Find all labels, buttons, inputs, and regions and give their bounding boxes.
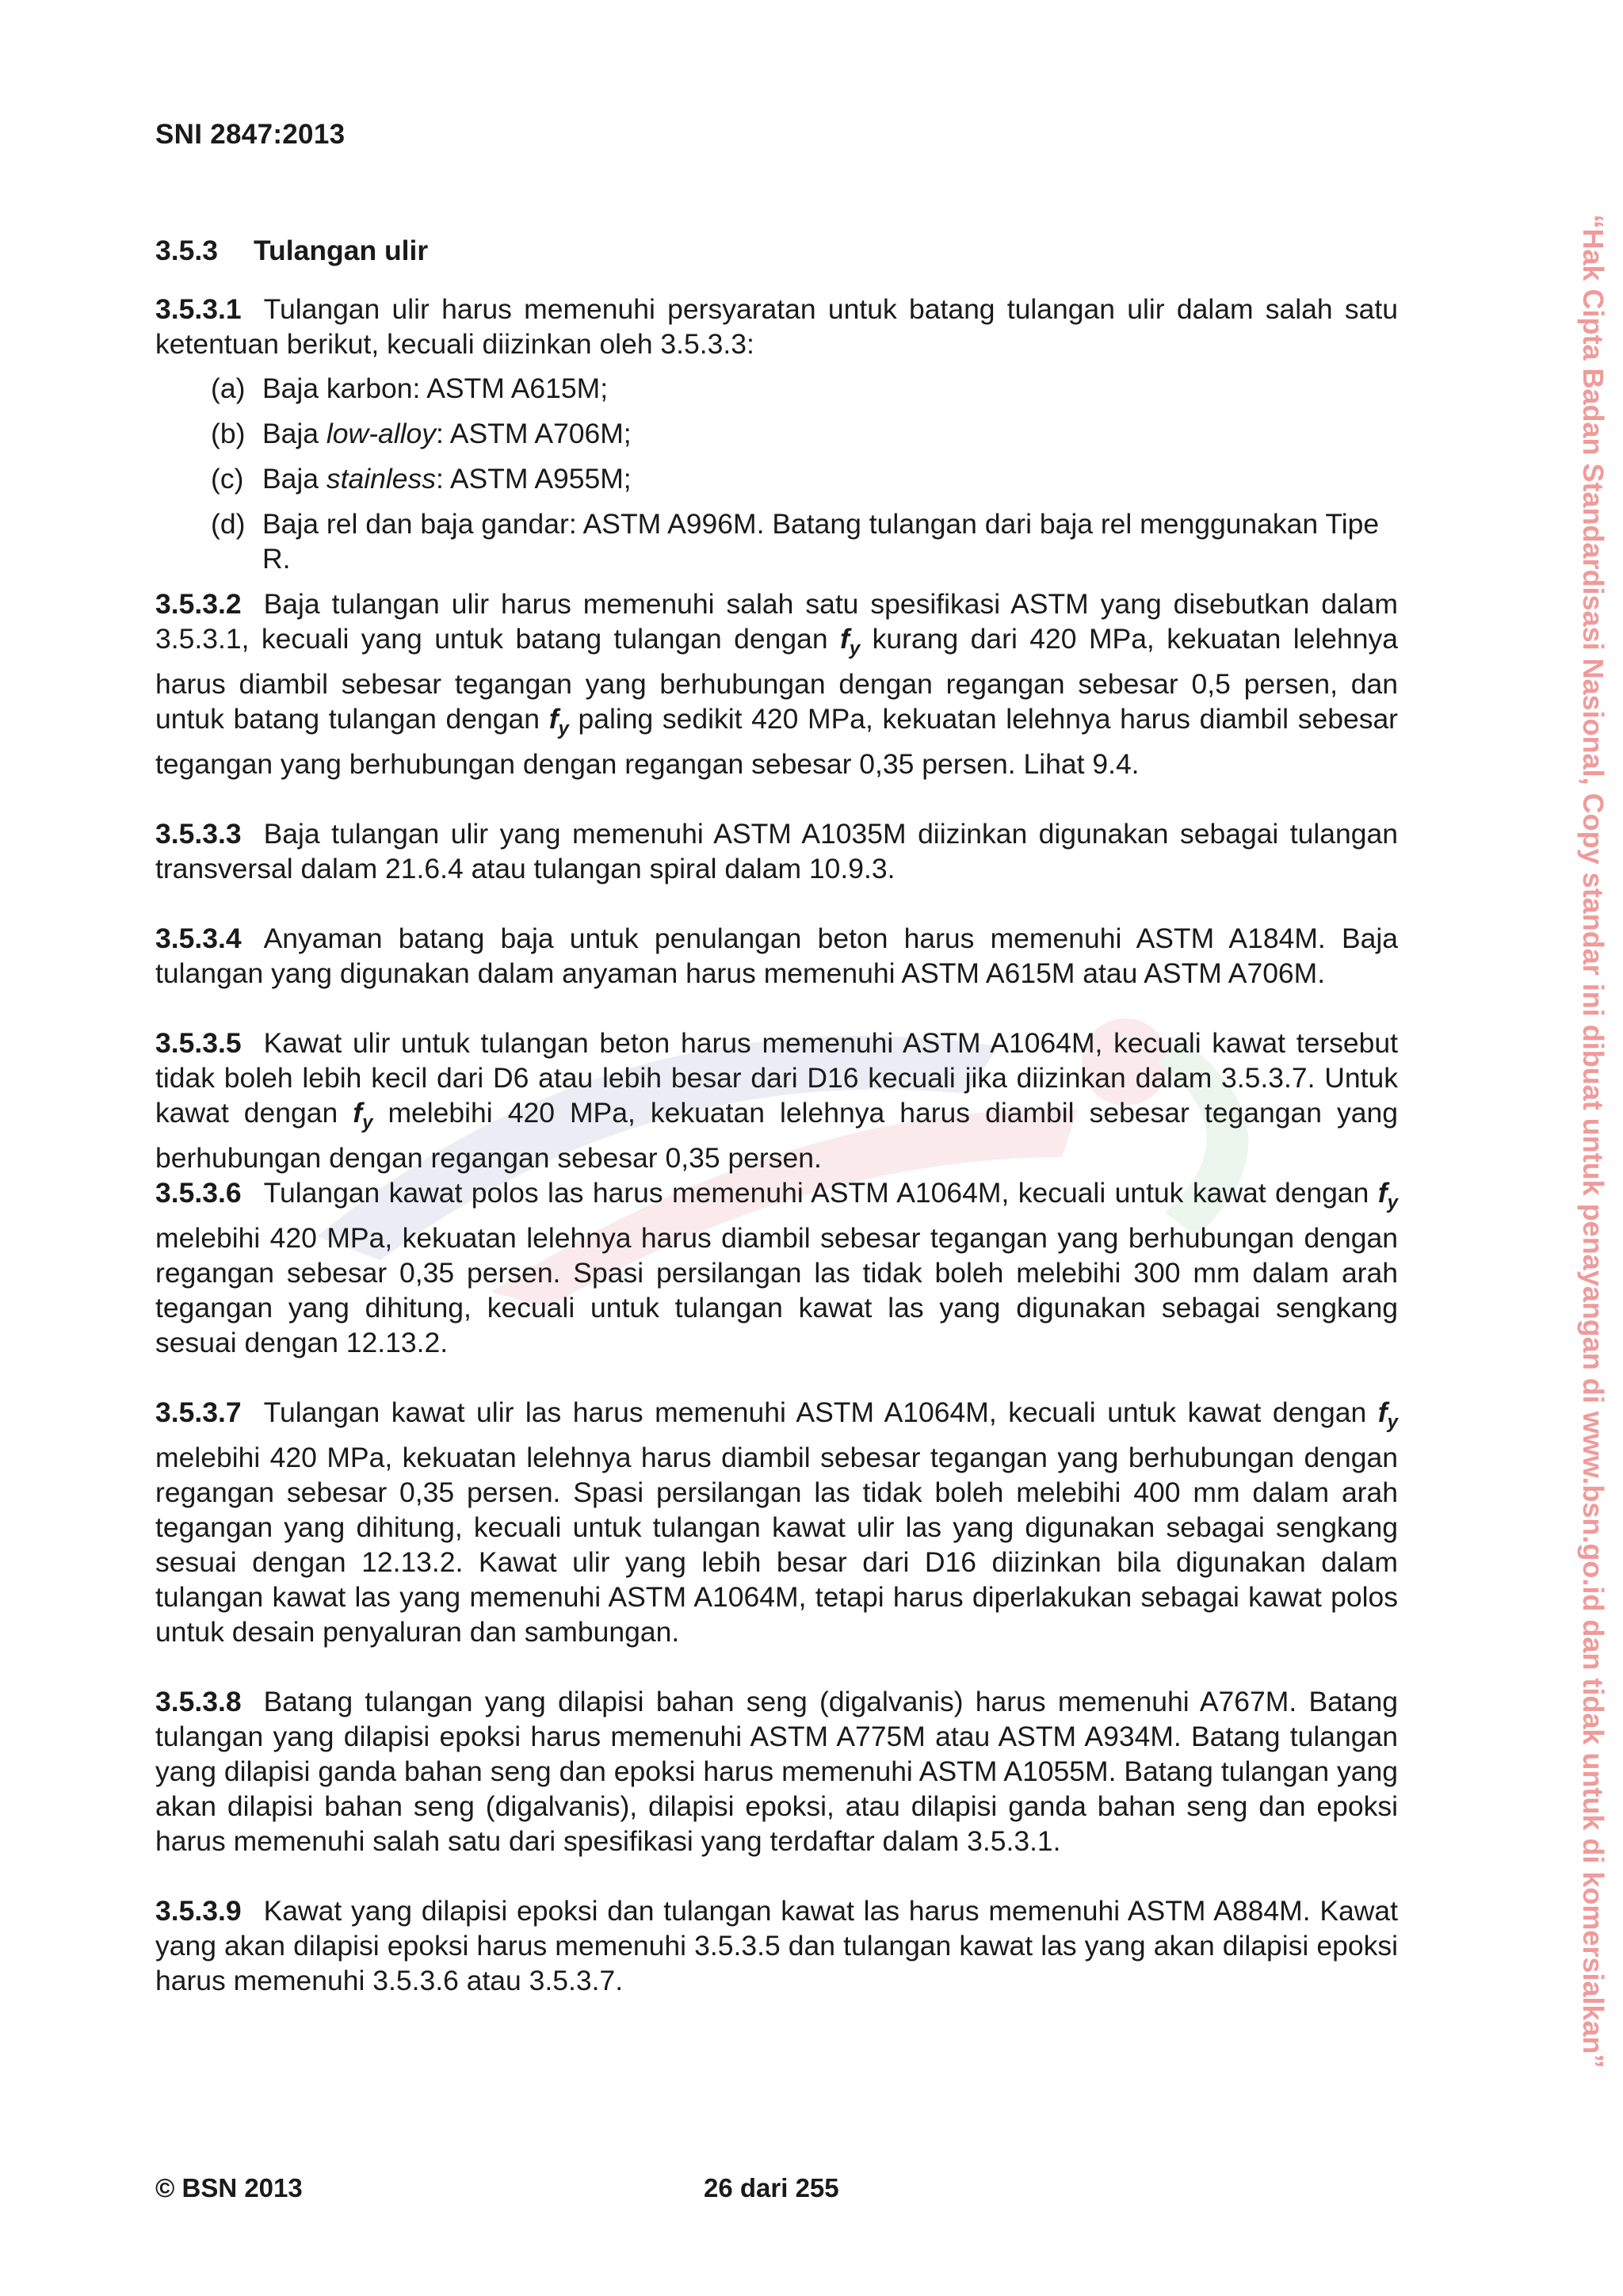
list-item — [155, 506, 1398, 576]
fy-subscript: y — [362, 1112, 373, 1134]
list-item — [155, 416, 1398, 451]
clause-3-5-3-1 — [155, 292, 1398, 361]
list-item-label: (c) — [211, 463, 244, 495]
clause-number: 3.5.3.4 — [155, 923, 242, 955]
footer-copyright: © BSN 2013 — [155, 2173, 303, 2202]
standard-number: SNI 2847:2013 — [155, 119, 346, 150]
list-item-text — [262, 461, 1398, 496]
fy-subscript: y — [849, 638, 861, 660]
clause-text: Batang tulangan yang dilapisi bahan seng (digalvanis) harus memenuhi A767M. Batang tulangan yang dilapisi epoksi harus memenuhi ASTM A775M atau ASTM A934M. Batang tulangan yang dilapisi ganda bahan seng dan epoksi harus memenuhi ASTM A1055M. Batang tulangan yang akan dilapisi bahan seng (digalvanis), dilapisi epoksi, atau dilapisi ganda bahan seng dan epoksi harus memenuhi salah satu dari spesifikasi yang terdaftar dalam 3.5.3.1. — [155, 1686, 1398, 1858]
clause-text: Kawat ulir untuk tulangan beton harus memenuhi ASTM A1064M, kecuali kawat tersebut tidak boleh lebih kecil dari D6 atau lebih besar dari D16 kecuali jika diizinkan dalam 3.5.3.7. Untuk kawat dengan — [155, 1027, 1398, 1129]
clause-3-5-3-2 — [155, 586, 1398, 781]
clause-text: Anyaman batang baja untuk penulangan beton harus memenuhi ASTM A184M. Baja tulangan yang digunakan dalam anyaman harus memenuhi ASTM A615M atau ASTM A706M. — [155, 923, 1398, 990]
clause-number: 3.5.3.5 — [155, 1027, 242, 1060]
clause-text: Tulangan ulir harus memenuhi persyaratan untuk batang tulangan ulir dalam salah satu ketentuan berikut, kecuali diizinkan oleh 3.5.3.3: — [155, 293, 1398, 360]
clause-3-5-3-3 — [155, 816, 1398, 886]
clause-number: 3.5.3.7 — [155, 1396, 242, 1429]
clause-number: 3.5.3.8 — [155, 1686, 242, 1718]
fy-subscript: y — [1387, 1192, 1398, 1214]
clause-3-5-3-9 — [155, 1893, 1398, 1998]
list-item-label: (a) — [211, 372, 246, 404]
clause-text: melebihi 420 MPa, kekuatan lelehnya harus diambil sebesar tegangan yang berhubungan dengan regangan sebesar 0,35 persen. Spasi persilangan las tidak boleh melebihi 400 mm dalam arah tegangan yang dihitung, kecuali untuk tulangan kawat ulir las yang digunakan sebagai sengkang sesuai dengan 12.13.2. Kawat ulir yang lebih besar dari D16 diizinkan bila digunakan dalam tulangan kawat las yang memenuhi ASTM A1064M, tetapi harus diperlakukan sebagai kawat polos untuk desain penyaluran dan sambungan. — [155, 1442, 1398, 1648]
clause-number: 3.5.3.6 — [155, 1177, 242, 1209]
list-item-text: Baja rel dan baja gandar: ASTM A996M. Batang tulangan dari baja rel menggunakan Tipe R. — [262, 508, 1380, 575]
fy-symbol — [353, 1097, 373, 1134]
list-item-text-italic: low-alloy — [326, 418, 437, 449]
clause-text: Baja tulangan ulir harus memenuhi salah satu spesifikasi ASTM yang disebutkan dalam 3.5.3.1, kecuali yang untuk batang tulangan dengan — [155, 588, 1398, 655]
list-item-text: Baja karbon: ASTM A615M; — [262, 372, 609, 404]
list-item-label: (b) — [211, 418, 246, 449]
clause-number: 3.5.3.9 — [155, 1895, 242, 1927]
fy-symbol — [840, 623, 861, 660]
fy-symbol — [1377, 1396, 1398, 1434]
list-item — [155, 371, 1398, 406]
list-item-text-pre: Baja — [262, 418, 327, 449]
clause-3-5-3-5 — [155, 1026, 1398, 1175]
fy-symbol — [1377, 1177, 1398, 1214]
fy-letter: f — [353, 1097, 363, 1129]
fy-letter: f — [840, 623, 850, 655]
section-title: Tulangan ulir — [254, 235, 429, 266]
clause-text: Tulangan kawat polos las harus memenuhi ASTM A1064M, kecuali untuk kawat dengan — [263, 1177, 1369, 1209]
list-item-text — [262, 416, 1398, 451]
clause-number: 3.5.3.1 — [155, 293, 242, 325]
list-item-text-pre: Baja — [262, 463, 327, 495]
fy-letter: f — [1377, 1177, 1388, 1209]
clause-number: 3.5.3.2 — [155, 588, 242, 620]
fy-subscript: y — [558, 718, 569, 740]
clause-text: Kawat yang dilapisi epoksi dan tulangan kawat las harus memenuhi ASTM A884M. Kawat yang akan dilapisi epoksi harus memenuhi 3.5.3.5 dan tulangan kawat las yang akan dilapisi epoksi harus memenuhi 3.5.3.6 atau 3.5.3.7. — [155, 1895, 1398, 1997]
list-item-text-post: : ASTM A706M; — [436, 418, 632, 449]
fy-symbol — [548, 703, 569, 740]
footer-page-number: 26 dari 255 — [704, 2173, 839, 2202]
clause-text: melebihi 420 MPa, kekuatan lelehnya harus diambil sebesar tegangan yang berhubungan dengan regangan sebesar 0,35 persen. Spasi persilangan las tidak boleh melebihi 300 mm dalam arah tegangan yang dihitung, kecuali untuk tulangan kawat las yang digunakan sebagai sengkang sesuai dengan 12.13.2. — [155, 1222, 1398, 1359]
section-heading — [155, 233, 1398, 268]
clause-3-5-3-7 — [155, 1395, 1398, 1649]
list-item-text-italic: stainless — [326, 463, 437, 495]
clause-3-5-3-4 — [155, 921, 1398, 991]
clause-text: Baja tulangan ulir yang memenuhi ASTM A1035M diizinkan digunakan sebagai tulangan transversal dalam 21.6.4 atau tulangan spiral dalam 10.9.3. — [155, 818, 1398, 885]
clause-number: 3.5.3.3 — [155, 818, 242, 850]
list-item-text-post: : ASTM A955M; — [436, 463, 632, 495]
copyright-side-note: “Hak Cipta Badan Standardisasi Nasional, Copy standar ini dibuat untuk penayangan di www.bsn.go.id dan tidak untuk di komersialkan” — [1577, 214, 1610, 2069]
list-item — [155, 461, 1398, 496]
document-body — [155, 233, 1398, 1998]
clause-text: Tulangan kawat ulir las harus memenuhi ASTM A1064M, kecuali untuk kawat dengan — [263, 1396, 1367, 1429]
clause-text: kurang dari 420 MPa, kekuatan lelehnya harus diambil sebesar tegangan yang berhubungan dengan regangan sebesar 0,5 persen, dan untuk batang tulangan dengan — [155, 623, 1398, 735]
fy-letter: f — [548, 703, 559, 735]
list-item-label: (d) — [211, 508, 246, 540]
fy-subscript: y — [1387, 1412, 1398, 1434]
fy-letter: f — [1377, 1396, 1388, 1429]
clause-text: paling sedikit 420 MPa, kekuatan lelehnya harus diambil sebesar tegangan yang berhubungan dengan regangan sebesar 0,35 persen. Lihat 9.4. — [155, 703, 1399, 781]
steel-type-list — [155, 371, 1398, 576]
clause-text: melebihi 420 MPa, kekuatan lelehnya harus diambil sebesar tegangan yang berhubungan dengan regangan sebesar 0,35 persen. — [155, 1097, 1398, 1175]
clause-3-5-3-6 — [155, 1175, 1398, 1360]
clause-3-5-3-8 — [155, 1684, 1398, 1859]
section-number: 3.5.3 — [155, 235, 218, 266]
